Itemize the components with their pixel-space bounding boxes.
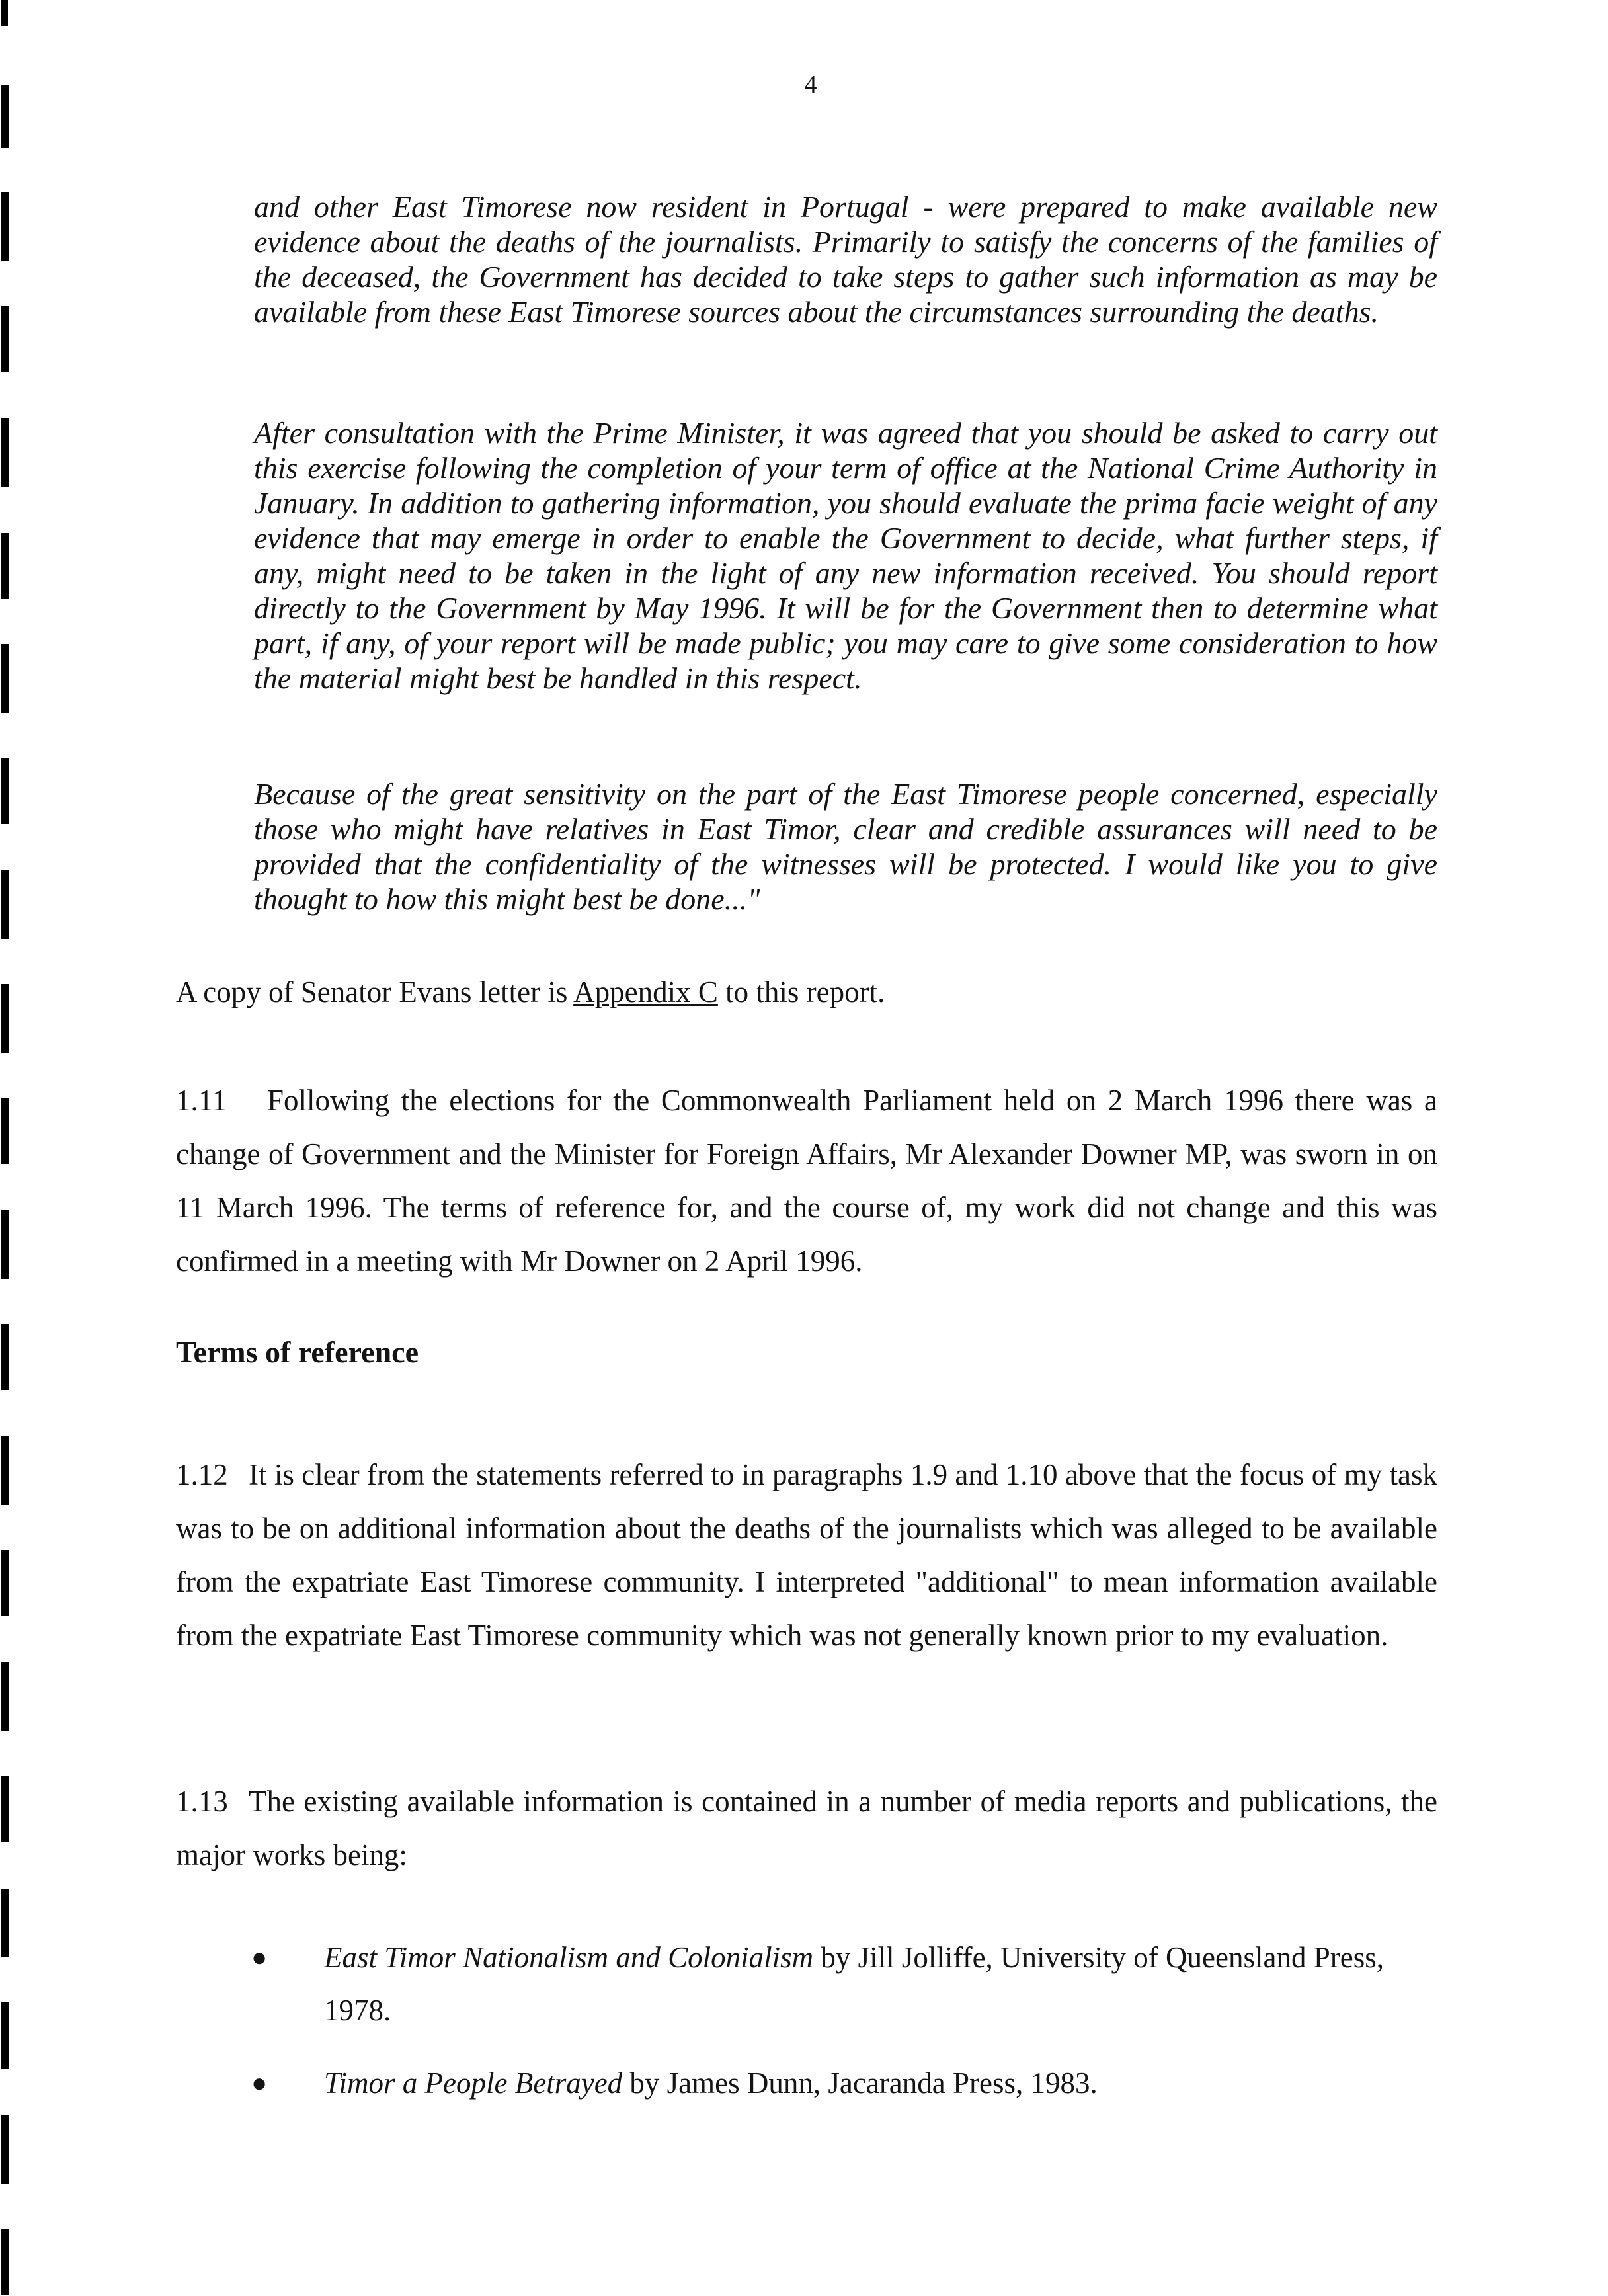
binding-mark (1, 533, 9, 599)
bullet-icon: ● (251, 2068, 268, 2098)
paragraph-text: Following the elections for the Commonwealth Parliament held on 2 March 1996 there was a change of Government and the Minister for Foreign Affairs, Mr Alexander Downer MP, was sworn in on 11 March 1996. The terms of reference for, and the course of, my work did not change and this was confirmed in a meeting with Mr Downer on 2 April 1996. (176, 1084, 1437, 1278)
scan-binding-marks (0, 0, 26, 2296)
binding-mark (1, 1550, 9, 1616)
list-item (251, 2057, 1441, 2110)
quote-paragraph: and other East Timorese now resident in Portugal - were prepared to make available new evidence about the deaths of the journalists. Primarily to satisfy the concerns of the families of the deceased, the Government has decided to take steps to gather such information as may be available from these East Timorese sources about the circumstances surrounding the deaths. (254, 190, 1437, 329)
appendix-text-before: A copy of Senator Evans letter is (176, 975, 574, 1008)
appendix-c-link[interactable]: Appendix C (573, 975, 718, 1008)
quote-paragraph: After consultation with the Prime Minister, it was agreed that you should be asked to carry out this exercise following the completion of your term of office at the National Crime Authority in January. In addition to gathering information, you should evaluate the prima facie weight of any evidence that may emerge in order to enable the Government to decide, what further steps, if any, might need to be taken in the light of any new information received. You should report directly to the Government by May 1996. It will be for the Government then to determine what part, if any, of your report will be made public; you may care to give some consideration to how the material might best be handled in this respect. (254, 416, 1437, 695)
binding-mark (1, 1324, 9, 1390)
binding-mark (1, 2115, 9, 2184)
binding-mark (1, 758, 9, 824)
publication-details: by Jill Jolliffe, University of Queensland Press, 1978. (324, 1941, 1384, 2027)
binding-mark (1, 2229, 9, 2295)
binding-mark (1, 306, 9, 372)
binding-mark (1, 870, 9, 939)
binding-mark (1, 1210, 9, 1279)
paragraph-text: The existing available information is contained in a number of media reports and publications, the major works being: (176, 1785, 1437, 1871)
paragraph-1-11 (176, 1074, 1437, 1288)
paragraph-1-12 (176, 1448, 1437, 1662)
binding-mark (1, 418, 9, 487)
paragraph-1-13 (176, 1775, 1437, 1882)
paragraph-number: 1.11 (176, 1084, 227, 1117)
binding-mark (1, 1098, 9, 1164)
binding-mark (1, 0, 8, 26)
binding-mark (1, 1776, 9, 1842)
binding-mark (1, 85, 9, 148)
publication-title: East Timor Nationalism and Colonialism (324, 1941, 814, 1974)
section-heading: Terms of reference (176, 1335, 419, 1369)
publication-details: by James Dunn, Jacaranda Press, 1983. (622, 2067, 1098, 2100)
publication-title: Timor a People Betrayed (324, 2067, 623, 2100)
paragraph-text: It is clear from the statements referred to in paragraphs 1.9 and 1.10 above that the focus of my task was to be on additional information about the deaths of the journalists which was alleged to be available from the expatriate East Timorese community. I interpreted "additional" to mean information available from the expatriate East Timorese community which was not generally known prior to my evaluation. (176, 1458, 1437, 1652)
appendix-reference (176, 965, 1437, 1019)
binding-mark (1, 1436, 9, 1505)
binding-mark (1, 1662, 9, 1731)
binding-mark (1, 984, 9, 1053)
binding-mark (1, 1889, 9, 1957)
binding-mark (1, 644, 9, 713)
page-number: 4 (804, 71, 817, 99)
binding-mark (1, 2002, 9, 2069)
appendix-text-after: to this report. (717, 975, 885, 1008)
list-item (251, 1931, 1441, 2037)
bullet-icon: ● (251, 1942, 268, 1972)
paragraph-number: 1.12 (176, 1458, 228, 1491)
paragraph-number: 1.13 (176, 1785, 228, 1818)
binding-mark (1, 192, 9, 261)
publication-list (251, 1931, 1441, 2110)
quote-paragraph: Because of the great sensitivity on the part of the East Timorese people concerned, especially those who might have relatives in East Timor, clear and credible assurances will need to be provided that the confidentiality of the witnesses will be protected. I would like you to give thought to how this might best be done..." (254, 777, 1437, 916)
